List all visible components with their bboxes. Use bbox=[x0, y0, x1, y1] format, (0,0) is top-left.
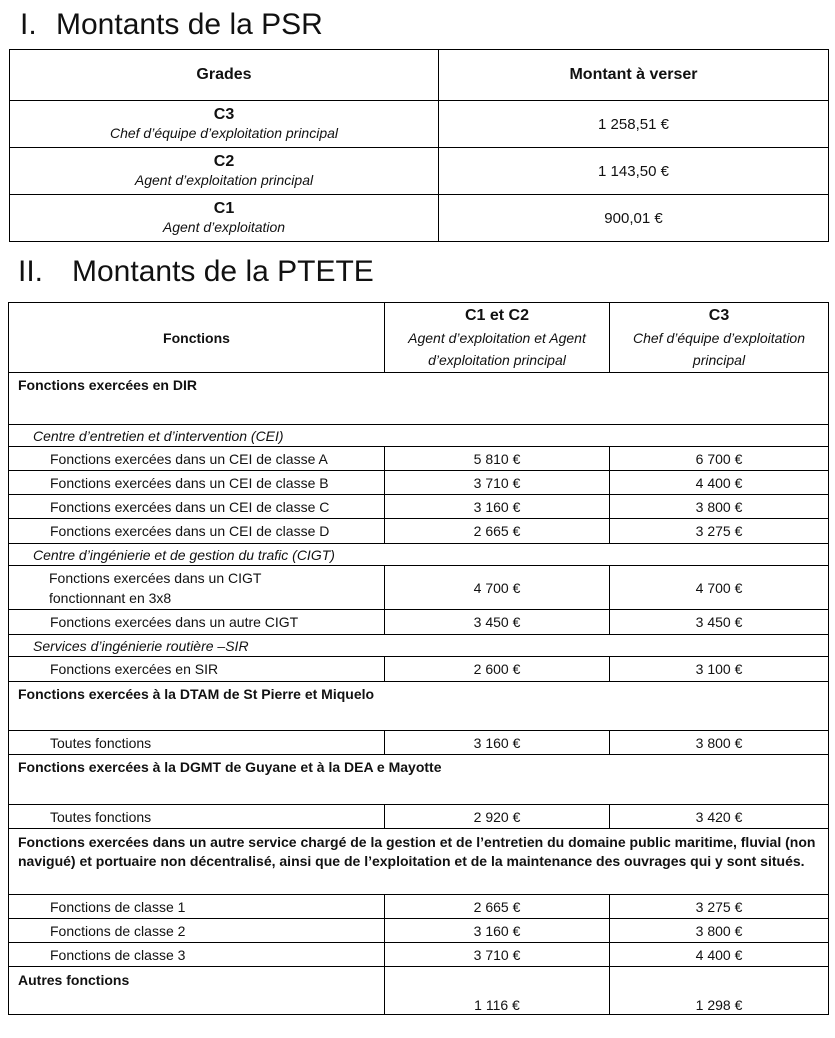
subgroup-title: Centre d’ingénierie et de gestion du trafic (CIGT) bbox=[9, 544, 829, 566]
amount-c3: 6 700 € bbox=[610, 447, 829, 471]
function-label-line: Fonctions exercées dans un CIGT bbox=[49, 569, 262, 586]
table-row bbox=[9, 657, 829, 682]
function-label: Fonctions exercées dans un CEI de classe C bbox=[9, 495, 385, 519]
subgroup-title: Centre d’entretien et d’intervention (CEI) bbox=[9, 425, 829, 447]
amount-c3: 4 700 € bbox=[610, 566, 829, 610]
function-label: Fonctions exercées en SIR bbox=[9, 657, 385, 682]
amount-c3: 3 100 € bbox=[610, 657, 829, 682]
header-subtitle: Chef d’équipe d’exploitation principal bbox=[632, 329, 805, 368]
function-label: Fonctions exercées dans un CEI de classe D bbox=[9, 519, 385, 544]
amount-c1c2: 3 710 € bbox=[385, 471, 610, 495]
amount-c1c2: 3 710 € bbox=[385, 943, 610, 967]
group-title: Fonctions exercées dans un autre service chargé de la gestion et de l’entretien du domaine public maritime, fluvial (non navigué) et portuaire non décentralisé, ainsi que de l’exploitation et de la maintenance des ouvrages qui y sont situés. bbox=[9, 829, 829, 895]
amount-c3: 1 298 € bbox=[610, 967, 829, 1015]
group-title: Autres fonctions bbox=[9, 967, 385, 1015]
function-label-line: fonctionnant en 3x8 bbox=[49, 589, 172, 606]
amount-c1c2: 2 665 € bbox=[385, 519, 610, 544]
grade-code: C1 bbox=[213, 200, 235, 217]
amount-c1c2: 3 160 € bbox=[385, 495, 610, 519]
table-row bbox=[9, 495, 829, 519]
section-title-ptete bbox=[18, 255, 374, 289]
function-label bbox=[9, 566, 385, 610]
header-code: C3 bbox=[708, 306, 730, 324]
amount-cell: 1 143,50 € bbox=[439, 148, 829, 195]
amount-c3: 3 275 € bbox=[610, 895, 829, 919]
function-label: Fonctions exercées dans un CEI de classe A bbox=[9, 447, 385, 471]
grade-label: Agent d’exploitation bbox=[162, 219, 286, 235]
table-row bbox=[9, 805, 829, 829]
amount-c1c2: 2 920 € bbox=[385, 805, 610, 829]
grade-cell bbox=[10, 101, 439, 148]
amount-c1c2: 1 116 € bbox=[385, 967, 610, 1015]
amount-c3: 3 800 € bbox=[610, 919, 829, 943]
table-row bbox=[9, 731, 829, 755]
table-row bbox=[9, 943, 829, 967]
section-title-text: Montants de la PTETE bbox=[72, 255, 374, 288]
grade-cell bbox=[10, 195, 439, 242]
subgroup-row bbox=[9, 635, 829, 657]
table-row bbox=[9, 471, 829, 495]
group-title: Fonctions exercées en DIR bbox=[9, 373, 829, 425]
section-number: I. bbox=[20, 8, 37, 41]
amount-c3: 3 275 € bbox=[610, 519, 829, 544]
table-row bbox=[9, 566, 829, 610]
table-row bbox=[10, 148, 829, 195]
table-row bbox=[9, 895, 829, 919]
table-row bbox=[9, 610, 829, 635]
amount-c3: 4 400 € bbox=[610, 943, 829, 967]
amount-c1c2: 3 450 € bbox=[385, 610, 610, 635]
amount-c3: 4 400 € bbox=[610, 471, 829, 495]
grade-cell bbox=[10, 148, 439, 195]
amount-c1c2: 4 700 € bbox=[385, 566, 610, 610]
group-row bbox=[9, 682, 829, 731]
subgroup-title: Services d’ingénierie routière –SIR bbox=[9, 635, 829, 657]
table-row bbox=[9, 519, 829, 544]
grade-code: C3 bbox=[213, 106, 235, 123]
table-row bbox=[10, 101, 829, 148]
amount-c3: 3 420 € bbox=[610, 805, 829, 829]
table-row bbox=[9, 447, 829, 471]
function-label: Fonctions de classe 3 bbox=[9, 943, 385, 967]
group-title: Fonctions exercées à la DGMT de Guyane et à la DEA e Mayotte bbox=[9, 755, 829, 805]
header-c3 bbox=[610, 303, 829, 373]
function-label: Toutes fonctions bbox=[9, 731, 385, 755]
psr-table bbox=[9, 49, 829, 242]
ptete-table bbox=[8, 302, 829, 1015]
table-row bbox=[9, 967, 829, 1015]
amount-cell: 900,01 € bbox=[439, 195, 829, 242]
grade-code: C2 bbox=[213, 153, 235, 170]
table-header-row bbox=[10, 50, 829, 101]
section-title-psr bbox=[20, 8, 323, 42]
amount-c1c2: 5 810 € bbox=[385, 447, 610, 471]
function-label: Fonctions exercées dans un autre CIGT bbox=[9, 610, 385, 635]
table-row bbox=[9, 919, 829, 943]
grade-label: Agent d’exploitation principal bbox=[134, 172, 314, 188]
subgroup-row bbox=[9, 425, 829, 447]
subgroup-row bbox=[9, 544, 829, 566]
header-fonctions: Fonctions bbox=[9, 303, 385, 373]
header-montant: Montant à verser bbox=[439, 50, 829, 101]
amount-c3: 3 450 € bbox=[610, 610, 829, 635]
section-title-text: Montants de la PSR bbox=[56, 8, 323, 41]
amount-c1c2: 3 160 € bbox=[385, 919, 610, 943]
amount-c3: 3 800 € bbox=[610, 495, 829, 519]
function-label: Fonctions exercées dans un CEI de classe B bbox=[9, 471, 385, 495]
table-header-row bbox=[9, 303, 829, 373]
amount-cell: 1 258,51 € bbox=[439, 101, 829, 148]
amount-c1c2: 2 665 € bbox=[385, 895, 610, 919]
header-grades: Grades bbox=[10, 50, 439, 101]
amount-c1c2: 2 600 € bbox=[385, 657, 610, 682]
amount-c1c2: 3 160 € bbox=[385, 731, 610, 755]
section-number: II. bbox=[18, 255, 44, 288]
function-label: Fonctions de classe 2 bbox=[9, 919, 385, 943]
group-title: Fonctions exercées à la DTAM de St Pierre et Miquelo bbox=[9, 682, 829, 731]
header-subtitle: Agent d’exploitation et Agent d’exploitation principal bbox=[408, 329, 586, 368]
grade-label: Chef d’équipe d’exploitation principal bbox=[109, 125, 339, 141]
group-row bbox=[9, 829, 829, 895]
group-row bbox=[9, 373, 829, 425]
function-label: Toutes fonctions bbox=[9, 805, 385, 829]
header-code: C1 et C2 bbox=[464, 306, 530, 324]
table-row bbox=[10, 195, 829, 242]
group-row bbox=[9, 755, 829, 805]
function-label: Fonctions de classe 1 bbox=[9, 895, 385, 919]
amount-c3: 3 800 € bbox=[610, 731, 829, 755]
header-c1c2 bbox=[385, 303, 610, 373]
